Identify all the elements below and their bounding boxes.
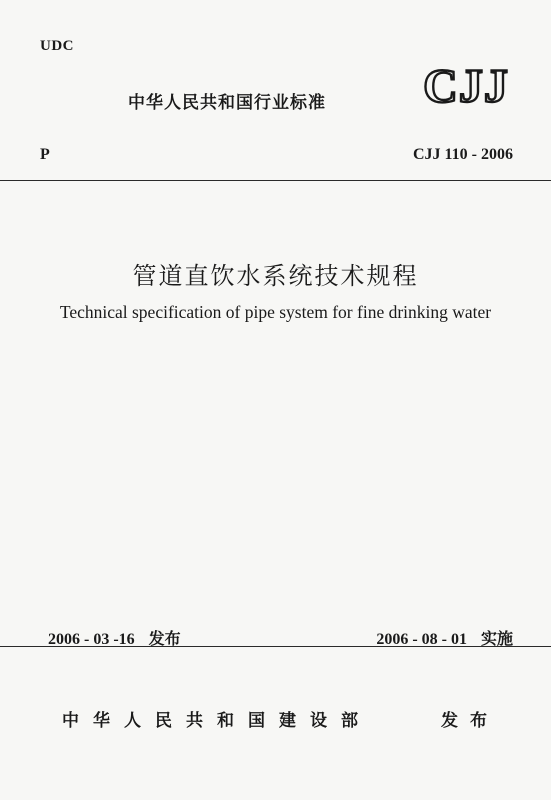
cjj-logo <box>412 60 520 108</box>
issue-date: 2006 - 03 -16 <box>48 631 135 648</box>
implement-date-line <box>368 608 513 649</box>
cjj-logo-text: CJJ <box>423 60 509 108</box>
publish-label: 发布 <box>441 711 499 731</box>
issue-label: 发布 <box>148 629 181 648</box>
implement-label: 实施 <box>480 629 513 648</box>
implement-date: 2006 - 08 - 01 <box>376 631 467 648</box>
industry-standard-label: 中华人民共和国行业标准 <box>128 93 326 113</box>
bottom-divider <box>0 646 551 647</box>
issuing-ministry: 中华人民共和国建设部 <box>62 711 372 731</box>
document-title-chinese: 管道直饮水系统技术规程 <box>132 262 419 290</box>
standard-number: CJJ 110 - 2006 <box>413 146 513 163</box>
issue-date-line <box>40 608 181 649</box>
classification-code: P <box>40 146 50 163</box>
udc-label: UDC <box>40 38 74 54</box>
top-divider <box>0 180 551 181</box>
document-title-english: Technical specification of pipe system for fine drinking water <box>59 302 492 322</box>
